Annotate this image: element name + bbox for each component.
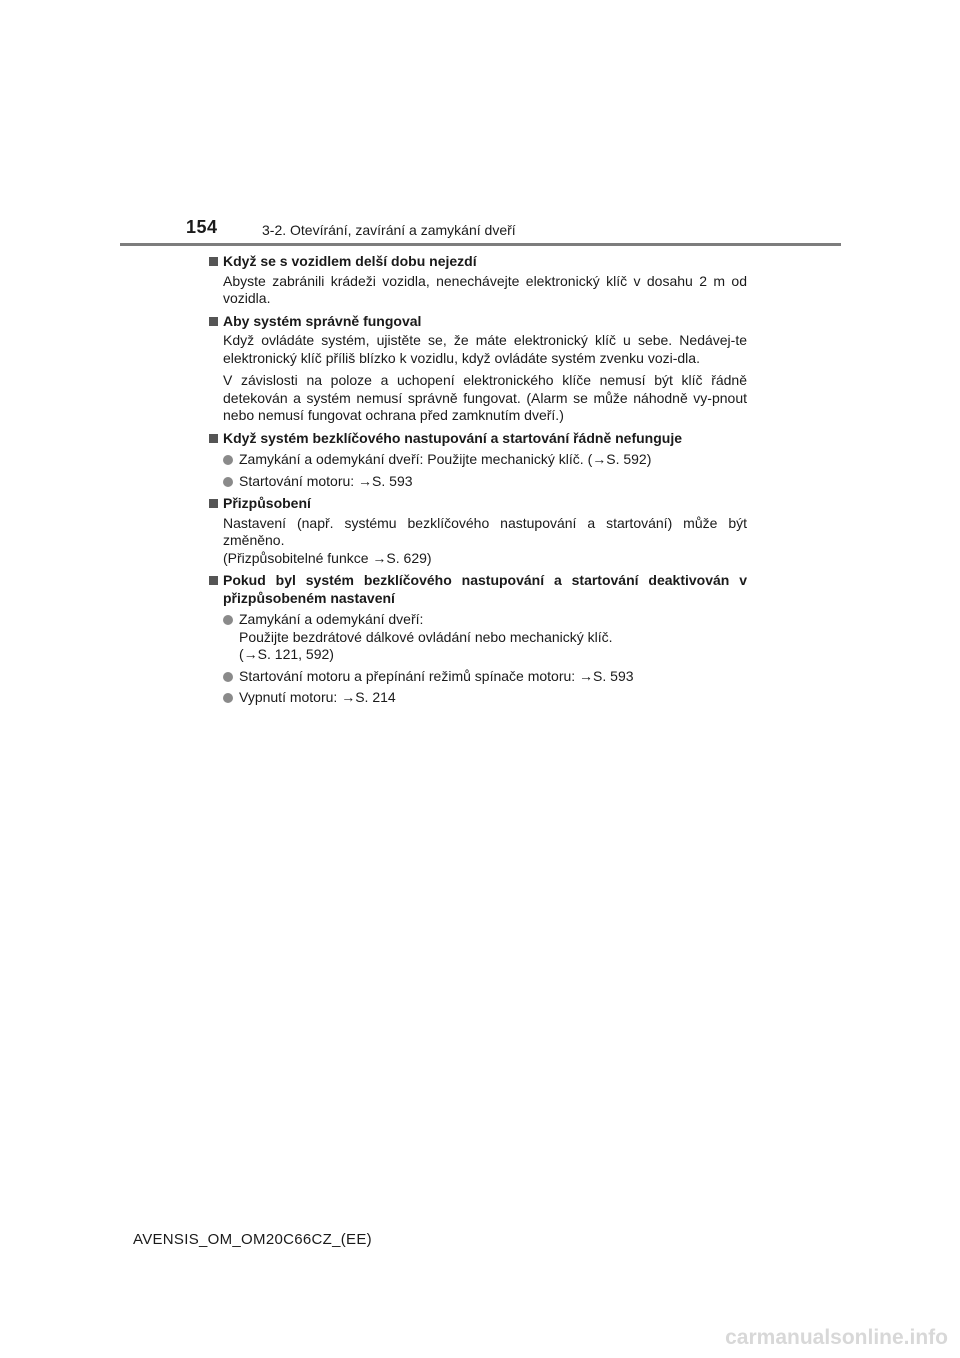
watermark: carmanualsonline.info — [725, 1326, 948, 1349]
page-number: 154 — [186, 217, 218, 237]
header-rule — [120, 243, 841, 246]
section-title: 3-2. Otevírání, zavírání a zamykání dveří — [262, 222, 516, 238]
section-long-parking — [209, 253, 747, 308]
round-bullet-icon — [223, 455, 233, 465]
round-bullet-icon — [223, 672, 233, 682]
square-bullet-icon — [209, 576, 218, 585]
square-bullet-icon — [209, 257, 218, 266]
list-item: Zamykání a odemykání dveří: Použijte mechanický klíč. (→S. 592) — [209, 451, 747, 469]
section-deactivated — [209, 572, 747, 707]
section-malfunction — [209, 430, 747, 491]
square-bullet-icon — [209, 499, 218, 508]
section-heading: Přizpůsobení — [209, 495, 747, 513]
paragraph: Abyste zabránili krádeži vozidla, nenechávejte elektronický klíč v dosahu 2 m od vozidla. — [223, 272, 747, 306]
section-customization — [209, 495, 747, 567]
paragraph: Nastavení (např. systému bezklíčového nastupování a startování) může být změněno. (Přizpůsobitelné funkce →S. 629) — [223, 514, 747, 566]
section-heading: Když systém bezklíčového nastupování a startování řádně nefunguje — [209, 430, 747, 448]
section-correct-operation — [209, 313, 747, 425]
list-item: Zamykání a odemykání dveří: Použijte bezdrátové dálkové ovládání nebo mechanický klíč. (→S. 121, 592) — [209, 611, 747, 664]
list-item: Vypnutí motoru: →S. 214 — [209, 689, 747, 707]
square-bullet-icon — [209, 317, 218, 326]
round-bullet-icon — [223, 615, 233, 625]
square-bullet-icon — [209, 434, 218, 443]
section-heading: Když se s vozidlem delší dobu nejezdí — [209, 253, 747, 271]
paragraph: V závislosti na poloze a uchopení elektronického klíče nemusí být klíč řádně detekován a systém nemusí správně fungovat. (Alarm se může náhodně vy-pnout nebo nemusí fungovat ochrana před zamknutím dveří.) — [223, 372, 747, 423]
paragraph: Když ovládáte systém, ujistěte se, že máte elektronický klíč u sebe. Nedávej-te elektronický klíč příliš blízko k vozidlu, když ovládáte systém zvenku vozi-dla. — [223, 332, 747, 366]
list-item: Startování motoru: →S. 593 — [209, 473, 747, 491]
footer-doc-code: AVENSIS_OM_OM20C66CZ_(EE) — [133, 1231, 372, 1248]
section-heading: Pokud byl systém bezklíčového nastupování a startování deaktivován v přizpůsobeném nastavení — [209, 572, 747, 607]
list-item: Startování motoru a přepínání režimů spínače motoru: →S. 593 — [209, 668, 747, 686]
round-bullet-icon — [223, 693, 233, 703]
section-heading: Aby systém správně fungoval — [209, 313, 747, 331]
page-content — [209, 253, 747, 712]
round-bullet-icon — [223, 477, 233, 487]
